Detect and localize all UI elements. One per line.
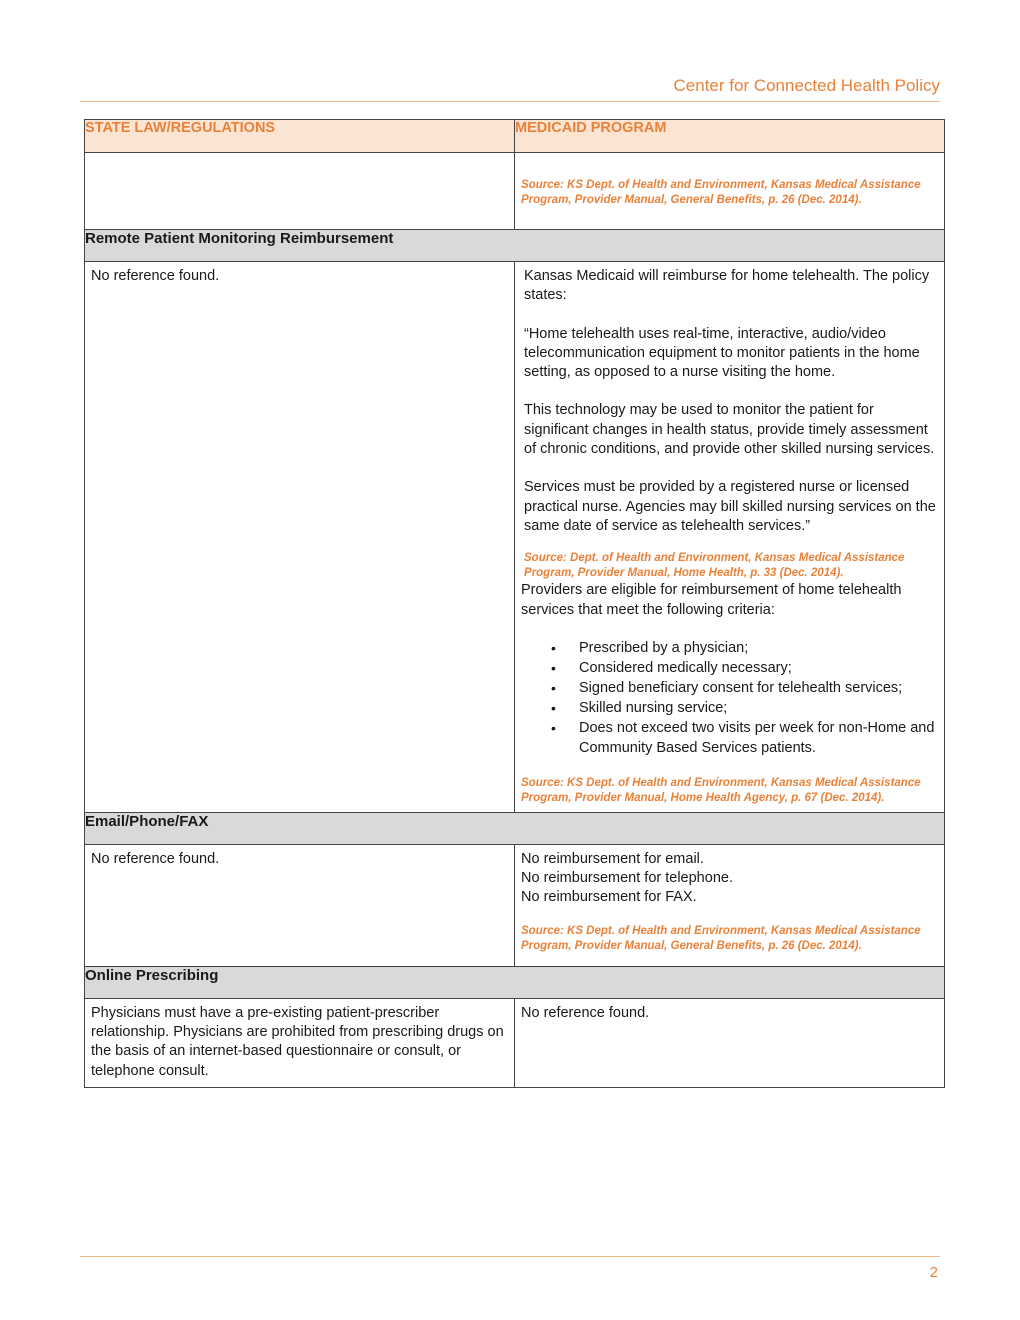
medicaid-text: No reference found. bbox=[521, 1004, 650, 1021]
section-title-remote-monitoring: Remote Patient Monitoring Reimbursement bbox=[85, 230, 945, 262]
list-item: • Considered medically necessary; bbox=[579, 658, 938, 678]
list-item: • Does not exceed two visits per week for non-Home and Community Based Services patients. bbox=[579, 718, 938, 758]
policy-table bbox=[84, 119, 945, 1088]
remote-monitoring-medicaid-cell bbox=[515, 262, 945, 813]
medicaid-paragraph: Kansas Medicaid will reimburse for home telehealth. The policy states: bbox=[524, 268, 930, 304]
list-item: • Skilled nursing service; bbox=[579, 698, 938, 718]
remote-monitoring-state-law-cell bbox=[85, 262, 515, 813]
email-state-law-cell bbox=[85, 844, 515, 966]
section-title-online-prescribing: Online Prescribing bbox=[85, 966, 945, 998]
section-row-remote-monitoring bbox=[85, 230, 945, 262]
medicaid-paragraph: “Home telehealth uses real-time, interactive, audio/video telecommunication equipment to monitor patients in the home setting, as opposed to a nurse visiting the home. bbox=[524, 325, 920, 381]
email-medicaid-cell bbox=[515, 844, 945, 966]
prescribing-state-law-cell bbox=[85, 998, 515, 1087]
state-law-text: Physicians must have a pre-existing patient-prescriber relationship. Physicians are prohibited from prescribing drugs on the basis of an internet-based questionnaire or consult, or telephone consult. bbox=[91, 1004, 504, 1079]
column-header-medicaid: MEDICAID PROGRAM bbox=[515, 120, 945, 153]
medicaid-line: No reimbursement for email. bbox=[521, 850, 704, 867]
section-row-online-prescribing bbox=[85, 966, 945, 998]
list-item: • Signed beneficiary consent for telehealth services; bbox=[579, 678, 938, 698]
intro-cell-medicaid bbox=[515, 153, 945, 230]
medicaid-paragraph: Providers are eligible for reimbursement of home telehealth services that meet the following criteria: bbox=[521, 582, 902, 618]
medicaid-paragraph: Services must be provided by a registered nurse or licensed practical nurse. Agencies may bill skilled nursing services on the same date of service as telehealth services.” bbox=[524, 479, 936, 534]
column-header-state-law: STATE LAW/REGULATIONS bbox=[85, 120, 515, 153]
state-law-text: No reference found. bbox=[91, 268, 220, 284]
table-row-online-prescribing bbox=[85, 998, 945, 1087]
section-row-email-phone-fax bbox=[85, 812, 945, 844]
footer-divider bbox=[80, 1256, 940, 1257]
medicaid-line: No reimbursement for telephone. bbox=[521, 870, 733, 887]
source-citation: Source: KS Dept. of Health and Environment, Kansas Medical Assistance Program, Provider Manual, Home Health Agency, p. 67 (Dec. 2014). bbox=[521, 776, 921, 804]
table-header-row bbox=[85, 120, 945, 153]
medicaid-line: No reimbursement for FAX. bbox=[521, 889, 697, 906]
table-row-email-phone-fax bbox=[85, 844, 945, 966]
medicaid-paragraph: This technology may be used to monitor the patient for significant changes in health status, provide timely assessment of chronic conditions, and provide other skilled nursing services. bbox=[524, 402, 935, 458]
document-header-title: Center for Connected Health Policy bbox=[673, 76, 940, 95]
source-citation: Source: KS Dept. of Health and Environment, Kansas Medical Assistance Program, Provider Manual, General Benefits, p. 26 (Dec. 2014). bbox=[521, 924, 921, 952]
header-divider bbox=[80, 101, 940, 102]
section-title-email-phone-fax: Email/Phone/FAX bbox=[85, 812, 945, 844]
page-number: 2 bbox=[929, 1264, 938, 1281]
table-row-remote-monitoring bbox=[85, 262, 945, 813]
intro-cell-state-law bbox=[85, 153, 515, 230]
state-law-text: No reference found. bbox=[91, 850, 220, 867]
list-item: • Prescribed by a physician; bbox=[579, 638, 938, 658]
source-citation: Source: Dept. of Health and Environment, Kansas Medical Assistance Program, Provider Manual, Home Health, p. 33 (Dec. 2014). bbox=[524, 552, 905, 580]
criteria-list bbox=[521, 638, 938, 758]
table-row-intro bbox=[85, 153, 945, 230]
prescribing-medicaid-cell bbox=[515, 998, 945, 1087]
source-citation: Source: KS Dept. of Health and Environment, Kansas Medical Assistance Program, Provider Manual, General Benefits, p. 26 (Dec. 2014). bbox=[521, 179, 921, 206]
